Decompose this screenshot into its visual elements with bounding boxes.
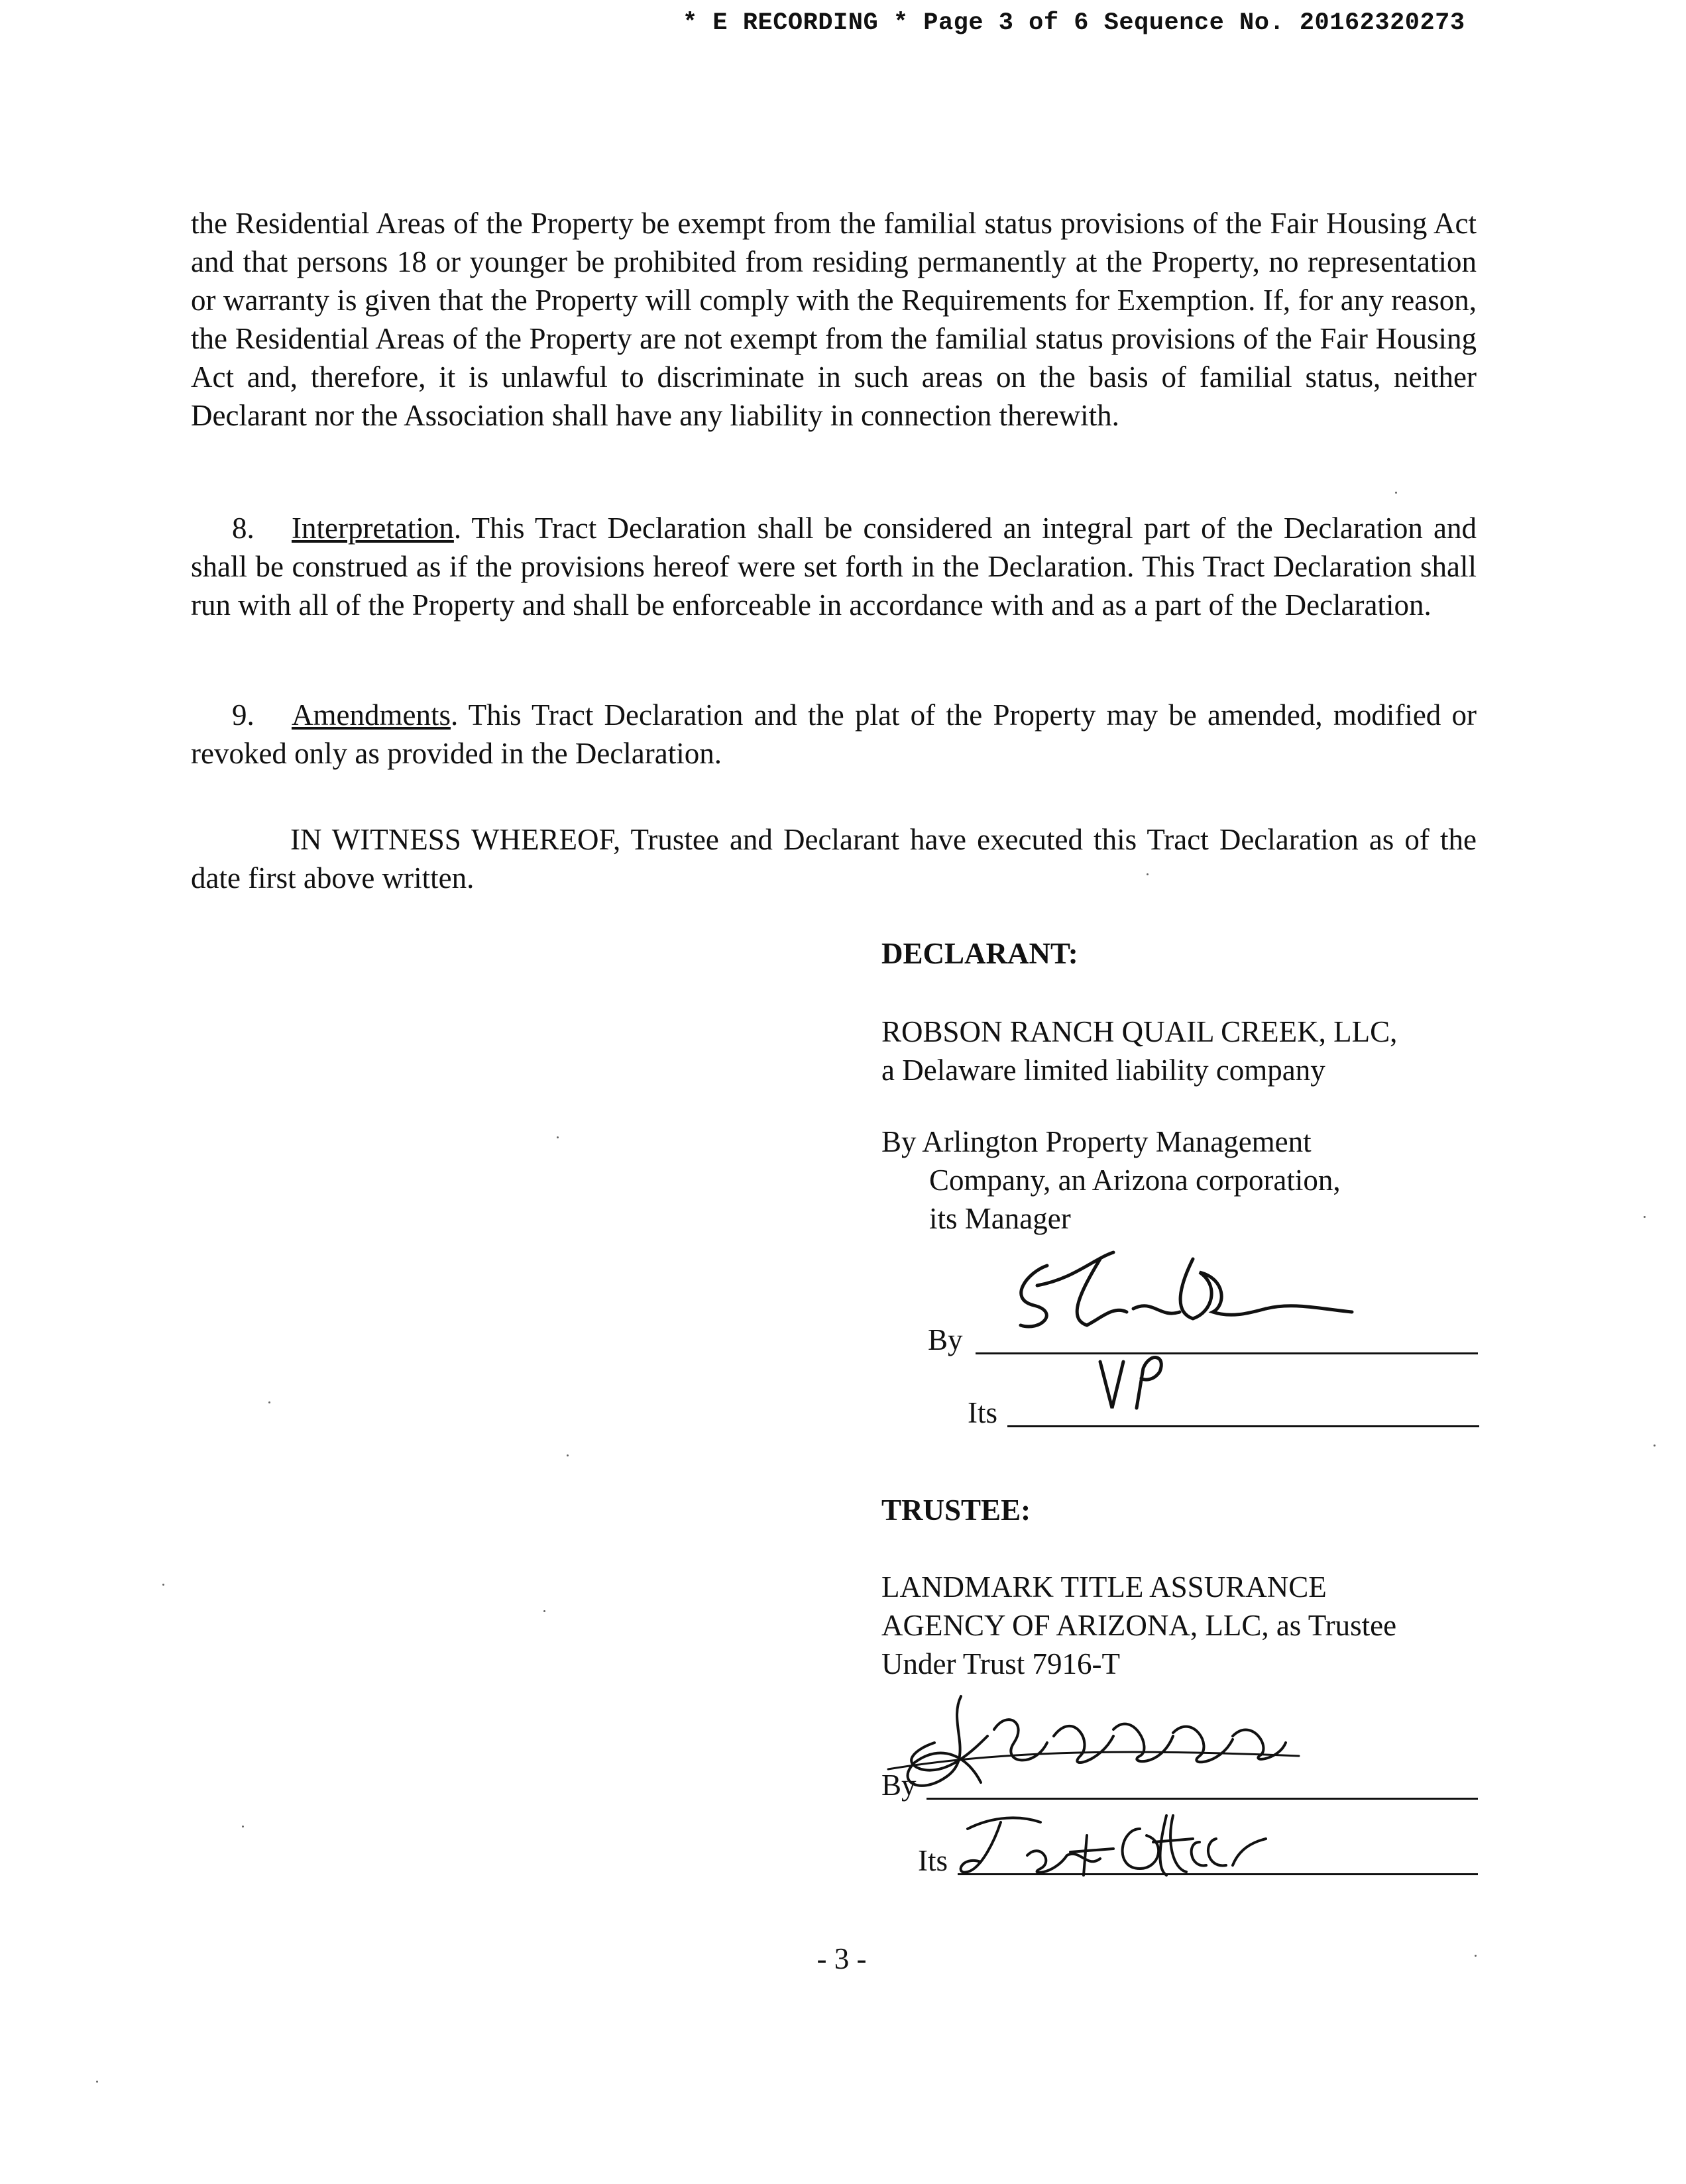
section-text: . This Tract Declaration and the plat of the Property may be amended, modified or revoked only as provided in the Declaration. [191, 698, 1477, 770]
its-label: Its [918, 1844, 948, 1877]
declarant-its-line [968, 1384, 1518, 1430]
scan-speck [1654, 1445, 1656, 1447]
section-number: 9. [232, 698, 254, 732]
scan-speck [268, 1401, 270, 1403]
witness-paragraph: IN WITNESS WHEREOF, Trustee and Declarant have executed this Tract Declaration as of the date first above written. [191, 823, 1477, 895]
page-number: - 3 - [816, 1942, 867, 1975]
scan-speck [242, 1826, 244, 1828]
scan-speck [567, 1454, 569, 1456]
trustee-by-signature-line [881, 1756, 1432, 1802]
section-title: Amendments [292, 698, 451, 732]
scan-speck [1395, 492, 1397, 494]
declarant-entity [881, 1012, 1491, 1089]
declarant-entity-type: a Delaware limited liability company [881, 1054, 1325, 1087]
by-label: By [928, 1323, 963, 1356]
signature-line [976, 1352, 1478, 1354]
trustee-entity-line1: LANDMARK TITLE ASSURANCE [881, 1570, 1327, 1604]
section-8-paragraph [191, 509, 1477, 624]
scan-speck [162, 1584, 164, 1586]
scan-speck [1147, 873, 1149, 875]
trustee-entity-line2: AGENCY OF ARIZONA, LLC, as Trustee [881, 1609, 1397, 1642]
declarant-heading: DECLARANT: [881, 937, 1078, 970]
scan-speck [543, 1610, 545, 1612]
title-line [1007, 1425, 1479, 1427]
declarant-by-signature-line [928, 1311, 1478, 1357]
signature-line [927, 1798, 1478, 1800]
trustee-entity-line3: Under Trust 7916-T [881, 1647, 1121, 1680]
trustee-entity [881, 1568, 1491, 1683]
continued-paragraph: the Residential Areas of the Property be exempt from the familial status provisions of the Fair Housing Act and that persons 18 or younger be prohibited from residing permanently at the Property, no representation or warranty is given that the Property will comply with the Requirements for Exemption. If, for any reason, the Residential Areas of the Property are not exempt from the familial status provisions of the Fair Housing Act and, therefore, it is unlawful to discriminate in such areas on the basis of familial status, neither Declarant nor the Association shall have any liability in connection therewith. [191, 207, 1477, 432]
by-label: By [881, 1769, 917, 1802]
scan-speck [557, 1136, 559, 1138]
scan-speck [1475, 1955, 1477, 1957]
section-text: . This Tract Declaration shall be considered an integral part of the Declaration and shall be construed as if the provisions hereof were set forth in the Declaration. This Tract Declaration shall run with all of the Property and shall be enforceable in accordance with and as a part of the Declaration. [191, 512, 1477, 622]
recording-stamp: * E RECORDING * Page 3 of 6 Sequence No. 20162320273 [683, 9, 1465, 37]
its-label: Its [968, 1396, 997, 1429]
trustee-heading: TRUSTEE: [881, 1494, 1031, 1527]
trustee-its-line [918, 1831, 1468, 1878]
declarant-manager-line2: Company, an Arizona corporation, [929, 1164, 1341, 1197]
section-number: 8. [232, 512, 254, 545]
title-line [958, 1873, 1478, 1875]
declarant-manager-block [881, 1122, 1491, 1238]
declarant-entity-name: ROBSON RANCH QUAIL CREEK, LLC, [881, 1015, 1398, 1048]
declarant-manager-line3: its Manager [929, 1202, 1071, 1235]
section-9-paragraph [191, 696, 1477, 773]
declarant-manager-line1: By Arlington Property Management [881, 1125, 1312, 1158]
section-title: Interpretation [292, 512, 454, 545]
scan-speck [96, 2081, 98, 2083]
scan-speck [1644, 1216, 1646, 1218]
